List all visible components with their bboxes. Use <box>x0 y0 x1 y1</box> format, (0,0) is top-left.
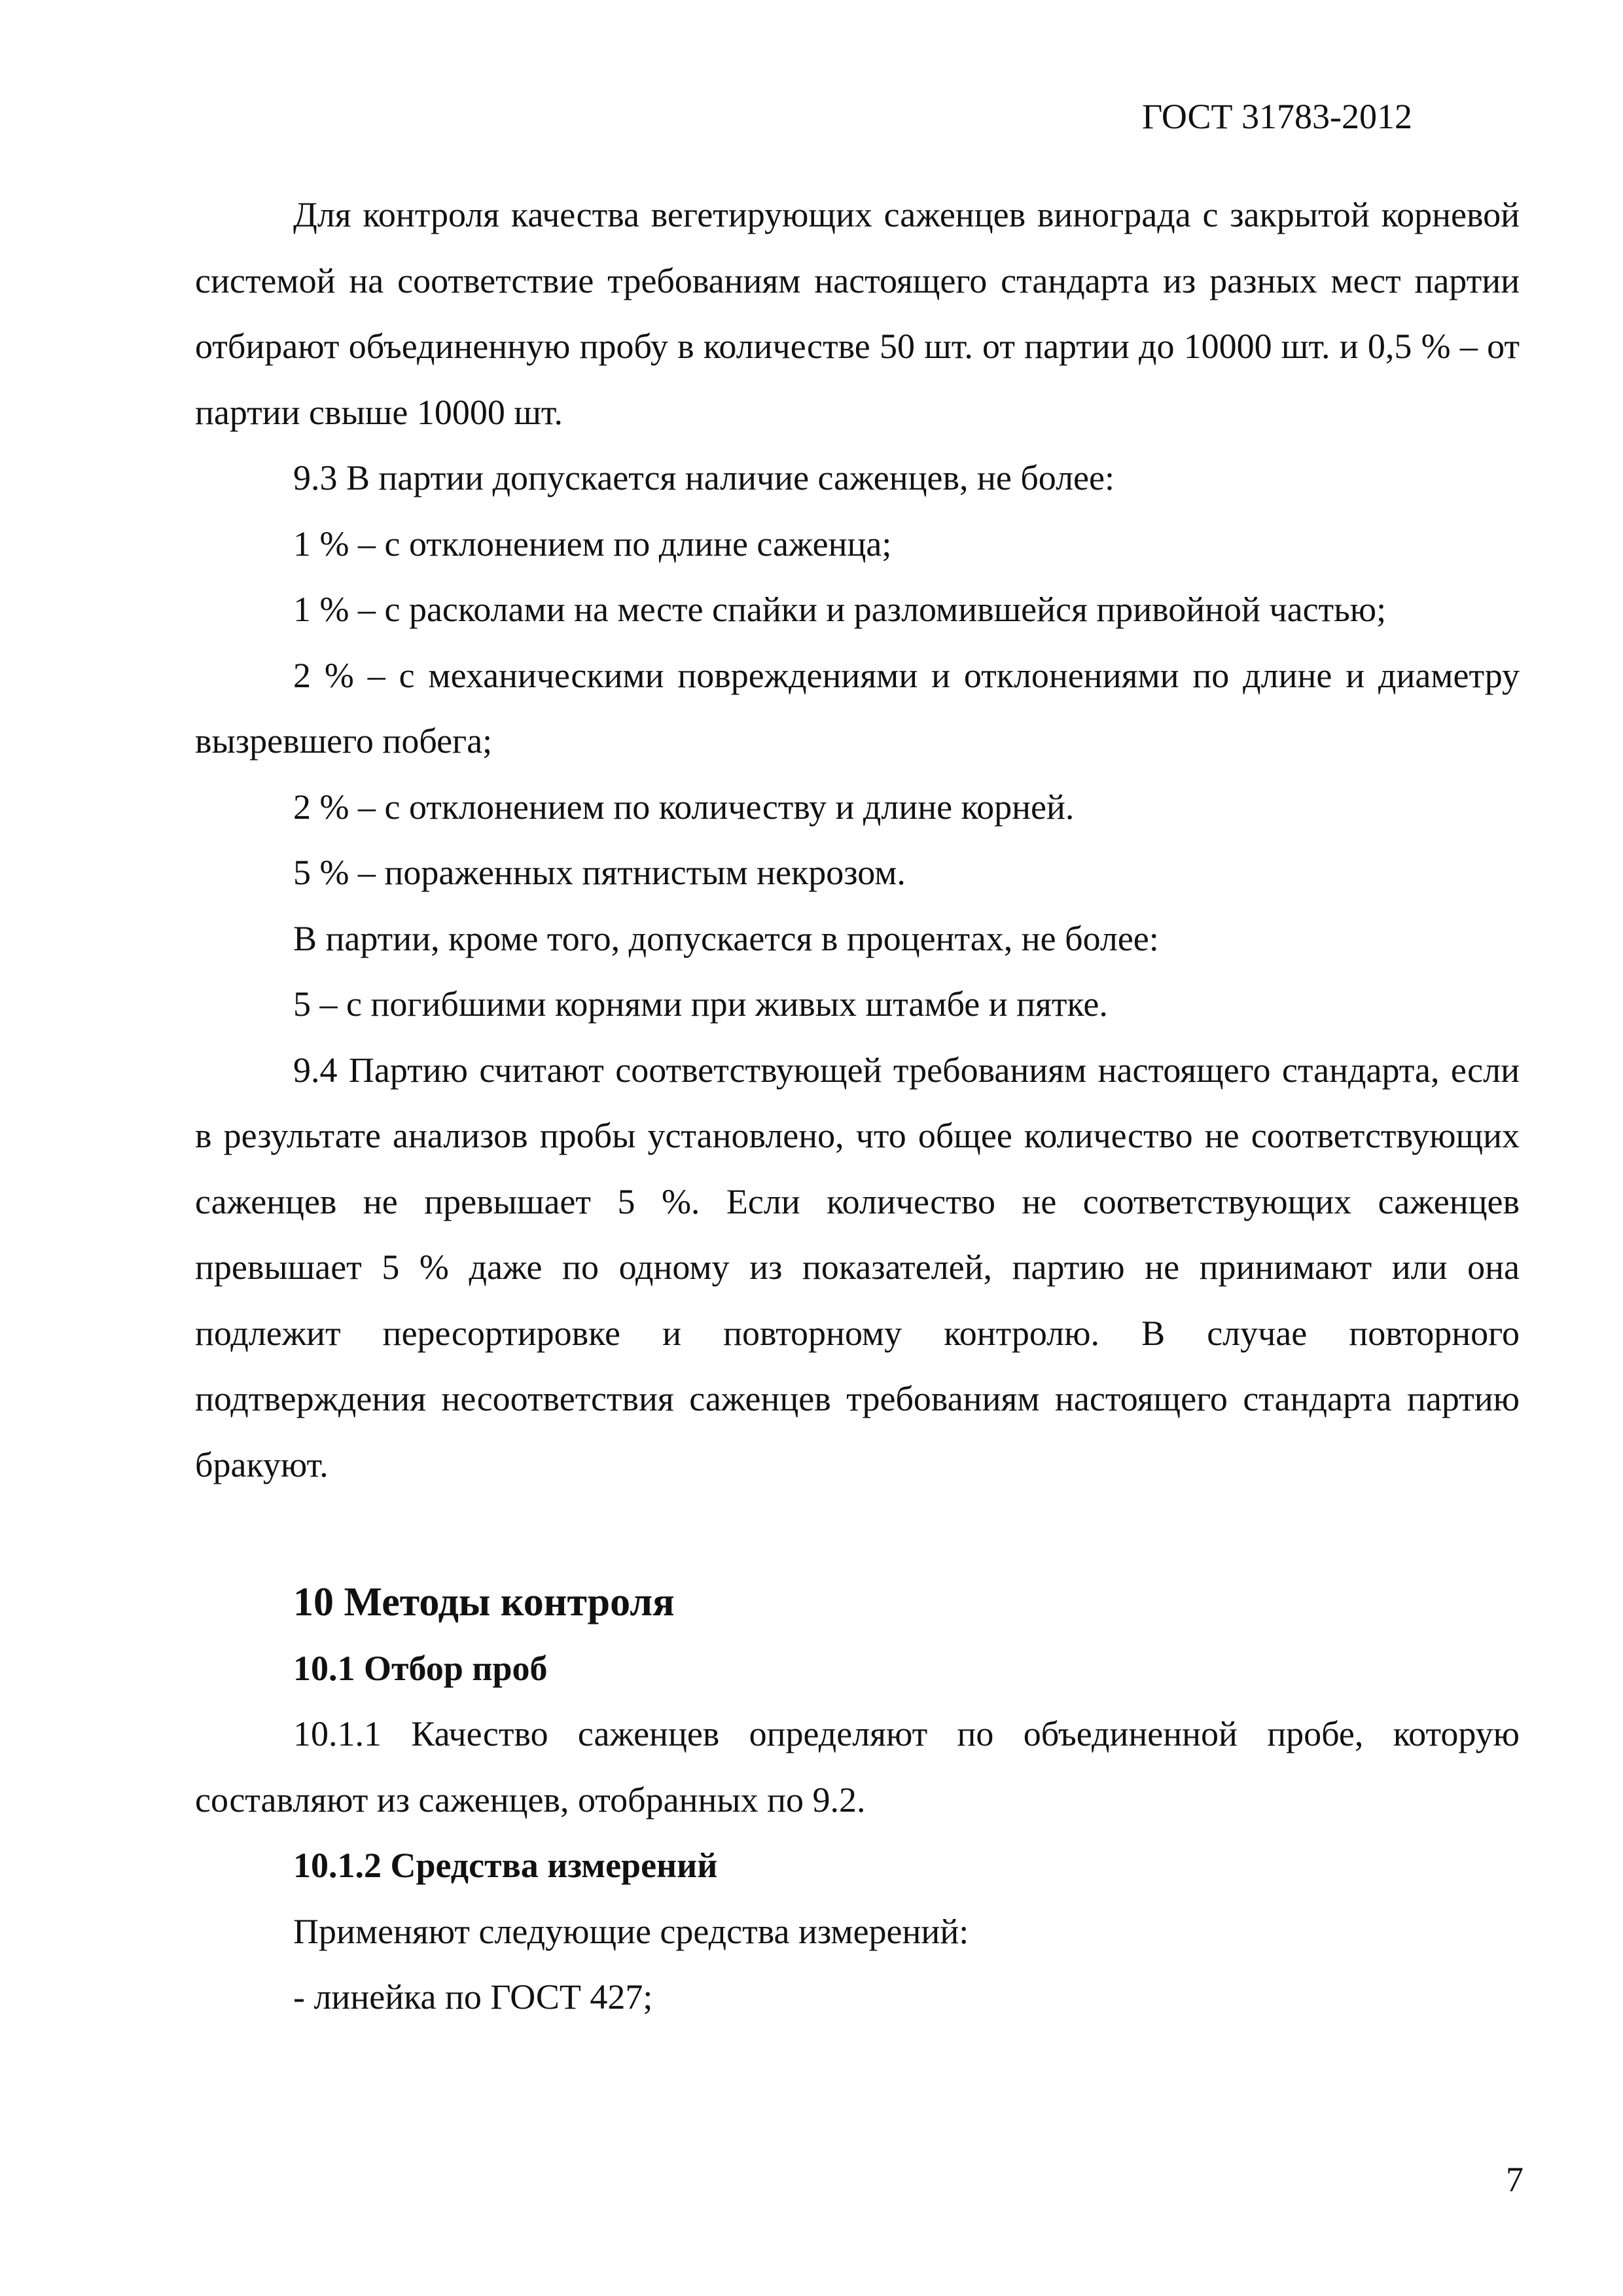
document-body <box>195 182 1520 2030</box>
paragraph-9-4: 9.4 Партию считают соответствующей требованиям настоящего стандарта, если в результате анализов пробы установлено, что общее количество не соответствующих саженцев не превышает 5 %. Если количество не соответствующих саженцев превышает 5 % даже по одному из показателей, партию не принимают или она подлежит пересортировке и повторному контролю. В случае повторного подтверждения несоответствия саженцев требованиям настоящего стандарта партию бракуют. <box>195 1050 1520 1484</box>
paragraph-instruments-intro: Применяют следующие средства измерений: <box>293 1911 969 1951</box>
paragraph-tolerance-3: 2 % – с механическими повреждениями и отклонениями по длине и диаметру вызревшего побега; <box>195 655 1520 761</box>
paragraph-tolerance-5: 5 % – пораженных пятнистым некрозом. <box>293 853 906 892</box>
section-title: 10 Методы контроля <box>293 1580 675 1624</box>
paragraph-10-1-1: 10.1.1 Качество саженцев определяют по объединенной пробе, которую составляют из саженцев, отобранных по 9.2. <box>195 1714 1520 1820</box>
paragraph-tolerance-1: 1 % – с отклонением по длине саженца; <box>293 524 892 564</box>
paragraph-tolerance-2: 1 % – с расколами на месте спайки и разломившейся привойной частью; <box>293 590 1387 629</box>
page-number: 7 <box>1506 2160 1524 2199</box>
subsection-10-1-2-title: 10.1.2 Средства измерений <box>293 1846 718 1885</box>
paragraph-tolerance-6: 5 – с погибшими корнями при живых штамбе и пятке. <box>293 984 1108 1024</box>
paragraph-tolerance-4: 2 % – с отклонением по количеству и длине корней. <box>293 787 1075 827</box>
paragraph-additional-tolerance: В партии, кроме того, допускается в процентах, не более: <box>293 918 1159 958</box>
subsection-title: 10.1 Отбор проб <box>293 1648 548 1688</box>
standard-code-header: ГОСТ 31783-2012 <box>1141 97 1412 136</box>
list-item-ruler: - линейка по ГОСТ 427; <box>293 1977 653 2017</box>
paragraph-9-3: 9.3 В партии допускается наличие саженцев, не более: <box>293 458 1115 497</box>
paragraph-sampling: Для контроля качества вегетирующих саженцев винограда с закрытой корневой системой на соответствие требованиям настоящего стандарта из разных мест партии отбирают объединенную пробу в количестве 50 шт. от партии до 10000 шт. и 0,5 % – от партии свыше 10000 шт. <box>195 195 1520 432</box>
